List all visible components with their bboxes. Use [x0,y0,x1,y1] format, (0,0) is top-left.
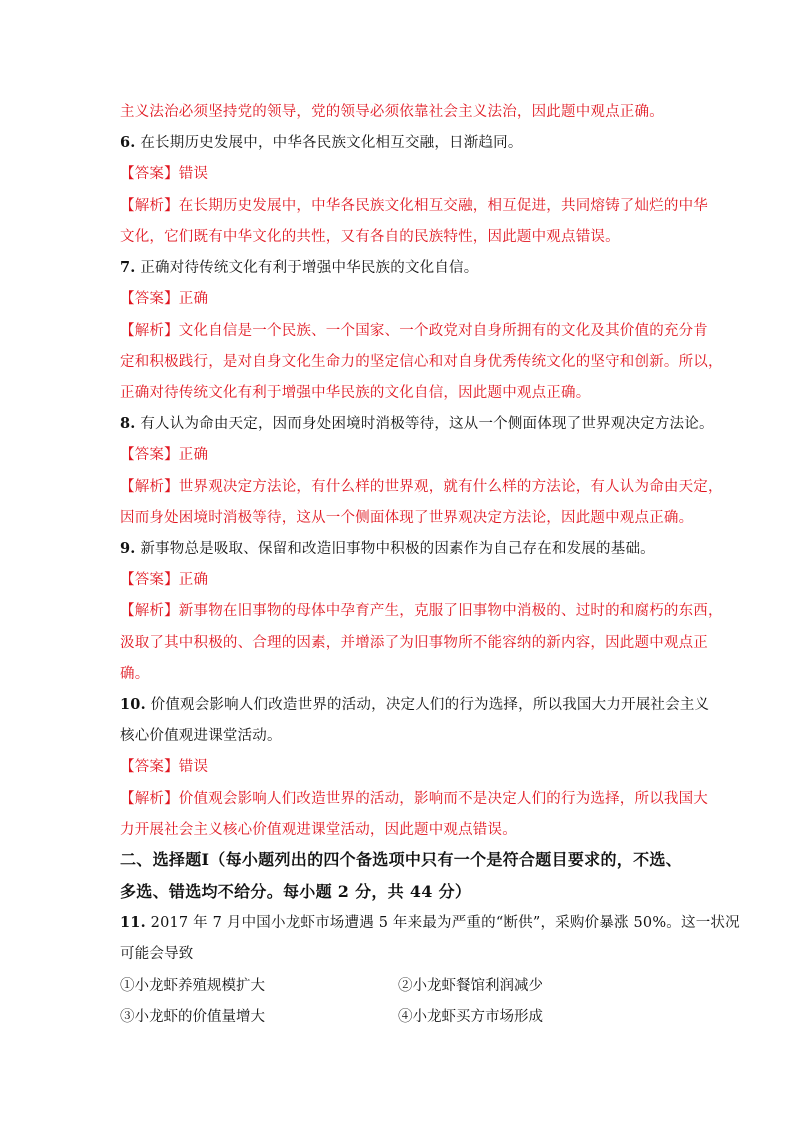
analysis-6-line-2: 文化，它们既有中华文化的共性，又有各自的民族特性，因此题中观点错误。 [120,229,620,245]
analysis-7-line-2: 定和积极践行，是对自身文化生命力的坚定信心和对自身优秀传统文化的坚守和创新。所以， [120,354,723,370]
question-text: 正确对待传统文化有利于增强中华民族的文化自信。 [135,260,479,276]
analysis-9-line-3: 确。 [120,666,150,682]
answer-7: 【答案】正确 [120,291,209,307]
analysis-7-line-1: 【解析】文化自信是一个民族、一个国家、一个政党对自身所拥有的文化及其价值的充分肯 [120,323,708,339]
analysis-8-line-1: 【解析】世界观决定方法论，有什么样的世界观，就有什么样的方法论，有人认为命由天定， [120,479,723,495]
question-number: 11. [120,914,146,931]
analysis-continuation: 主义法治必须坚持党的领导，党的领导必须依靠社会主义法治，因此题中观点正确。 [120,104,664,120]
question-number: 6. [120,134,136,151]
section-heading-line-2: 多选、错选均不给分。每小题 2 分，共 44 分） [120,882,472,901]
question-number: 9. [120,540,136,557]
analysis-7-line-3: 正确对待传统文化有利于增强中华民族的文化自信，因此题中观点正确。 [120,385,591,401]
question-text: 价值观会影响人们改造世界的活动，决定人们的行为选择，所以我国大力开展社会主义 [145,697,710,713]
question-10 [120,695,710,715]
analysis-10-line-2: 力开展社会主义核心价值观进课堂活动，因此题中观点错误。 [120,822,517,838]
option-1[interactable]: ①小龙虾养殖规模扩大 [120,978,265,994]
question-text: 新事物总是吸取、保留和改造旧事物中积极的因素作为自己存在和发展的基础。 [135,541,655,557]
question-text: 有人认为命由天定，因而身处困境时消极等待，这从一个侧面体现了世界观决定方法论。 [135,416,714,432]
question-number: 10. [120,696,146,713]
question-7 [120,258,680,278]
question-8 [120,414,714,434]
section-heading-line-1: 二、选择题Ⅰ（每小题列出的四个备选项中只有一个是符合题目要求的，不选、 [120,850,682,869]
answer-10: 【答案】错误 [120,759,209,775]
analysis-10-line-1: 【解析】价值观会影响人们改造世界的活动，影响而不是决定人们的行为选择，所以我国大 [120,791,708,807]
question-text: 2017 年 7 月中国小龙虾市场遭遇 5 年来最为严重的“断供”，采购价暴涨 50%。这一状况 [145,915,740,931]
question-10-line-2: 核心价值观进课堂活动。 [120,728,282,744]
answer-6: 【答案】错误 [120,166,209,182]
question-number: 7. [120,259,136,276]
answer-9: 【答案】正确 [120,572,209,588]
option-4[interactable]: ④小龙虾买方市场形成 [398,1009,543,1025]
question-11 [120,913,740,933]
question-9 [120,539,680,559]
analysis-9-line-2: 汲取了其中积极的、合理的因素，并增添了为旧事物所不能容纳的新内容，因此题中观点正 [120,635,708,651]
question-number: 8. [120,415,136,432]
question-text: 在长期历史发展中，中华各民族文化相互交融，日渐趋同。 [135,135,523,151]
option-3[interactable]: ③小龙虾的价值量增大 [120,1009,265,1025]
analysis-9-line-1: 【解析】新事物在旧事物的母体中孕育产生，克服了旧事物中消极的、过时的和腐朽的东西， [120,603,723,619]
analysis-6-line-1: 【解析】在长期历史发展中，中华各民族文化相互交融，相互促进，共同熔铸了灿烂的中华 [120,198,708,214]
question-6 [120,133,680,153]
analysis-8-line-2: 因而身处困境时消极等待，这从一个侧面体现了世界观决定方法论，因此题中观点正确。 [120,510,694,526]
answer-8: 【答案】正确 [120,447,209,463]
option-2[interactable]: ②小龙虾餐馆利润减少 [398,978,543,994]
question-11-line-2: 可能会导致 [120,946,194,962]
